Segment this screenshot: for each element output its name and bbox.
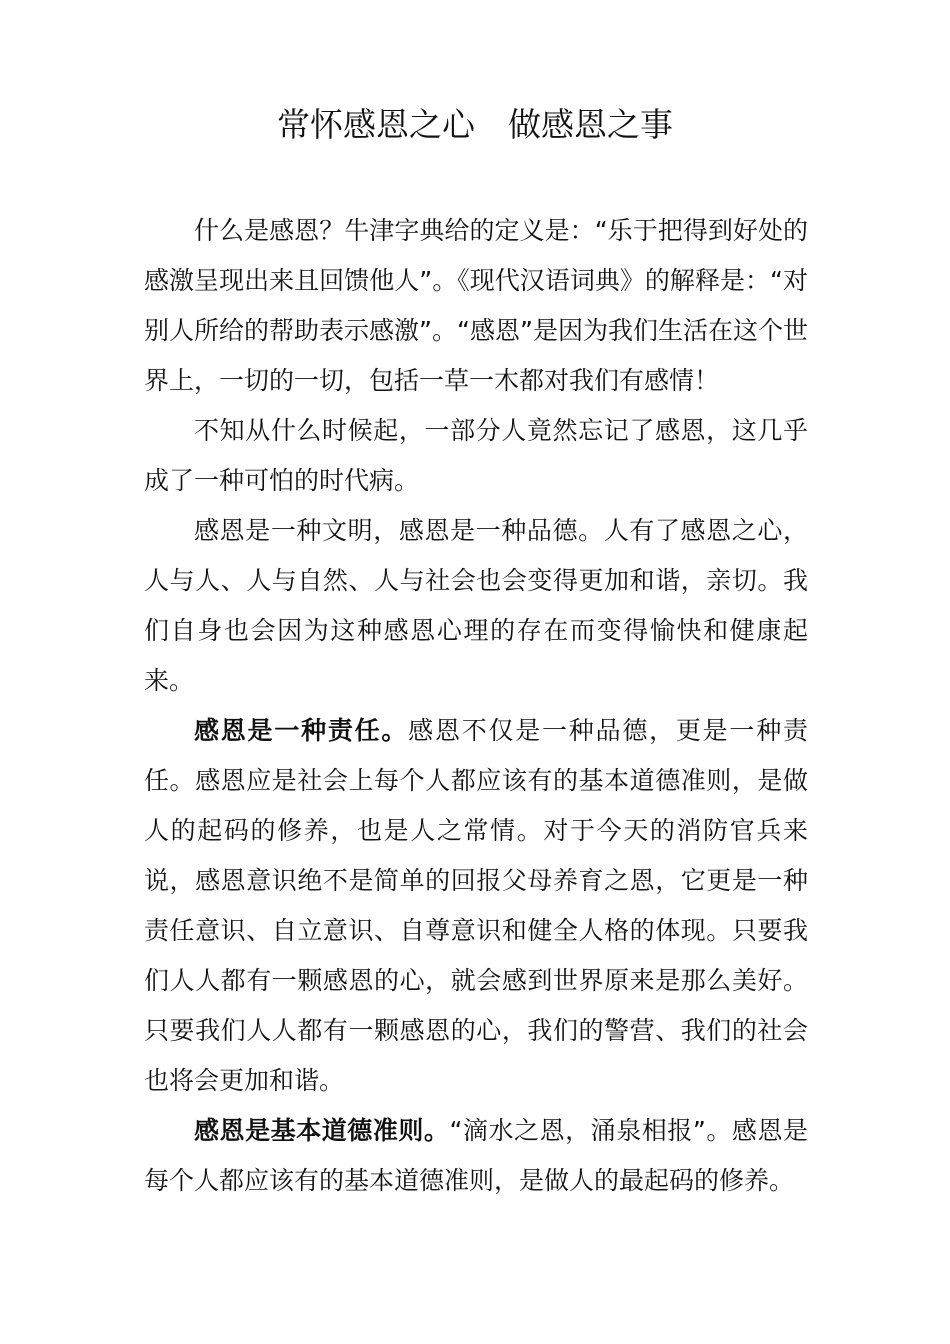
paragraph-text: 感恩不仅是一种品德，更是一种责任。感恩应是社会上每个人都应该有的基本道德准则，是做人的起码的修养，也是人之常情。对于今天的消防官兵来说，感恩意识绝不是简单的回报父母养育之恩，它更是一种责任意识、自立意识、自尊意识和健全人格的体现。只要我们人人都有一颗感恩的心，就会感到世界原来是那么美好。只要我们人人都有一颗感恩的心，我们的警营、我们的社会也将会更加和谐。 (144, 716, 808, 1095)
paragraph-moral-principle (144, 1106, 808, 1206)
paragraph-heading: 感恩是基本道德准则。 (194, 1116, 450, 1145)
paragraph-responsibility (144, 706, 808, 1106)
paragraph-heading: 感恩是一种责任。 (194, 716, 409, 745)
page-title: 常怀感恩之心 做感恩之事 (277, 105, 673, 144)
paragraph-civilization (144, 506, 808, 706)
paragraph-definition (144, 206, 808, 406)
document-body (144, 206, 808, 1206)
paragraph-text: 感恩是一种文明，感恩是一种品德。人有了感恩之心，人与人、人与自然、人与社会也会变得更加和谐，亲切。我们自身也会因为这种感恩心理的存在而变得愉快和健康起来。 (144, 516, 808, 695)
paragraph-text: 不知从什么时候起，一部分人竟然忘记了感恩，这几乎成了一种可怕的时代病。 (144, 416, 808, 495)
paragraph-text: 什么是感恩？牛津字典给的定义是：“乐于把得到好处的感激呈现出来且回馈他人”。《现代汉语词典》的解释是：“对别人所给的帮助表示感激”。“感恩”是因为我们生活在这个世界上，一切的一切，包括一草一木都对我们有感情！ (144, 216, 808, 395)
paragraph-text: “滴水之恩，涌泉相报”。感恩是每个人都应该有的基本道德准则，是做人的最起码的修养。 (144, 1116, 808, 1195)
paragraph-forgetting (144, 406, 808, 506)
